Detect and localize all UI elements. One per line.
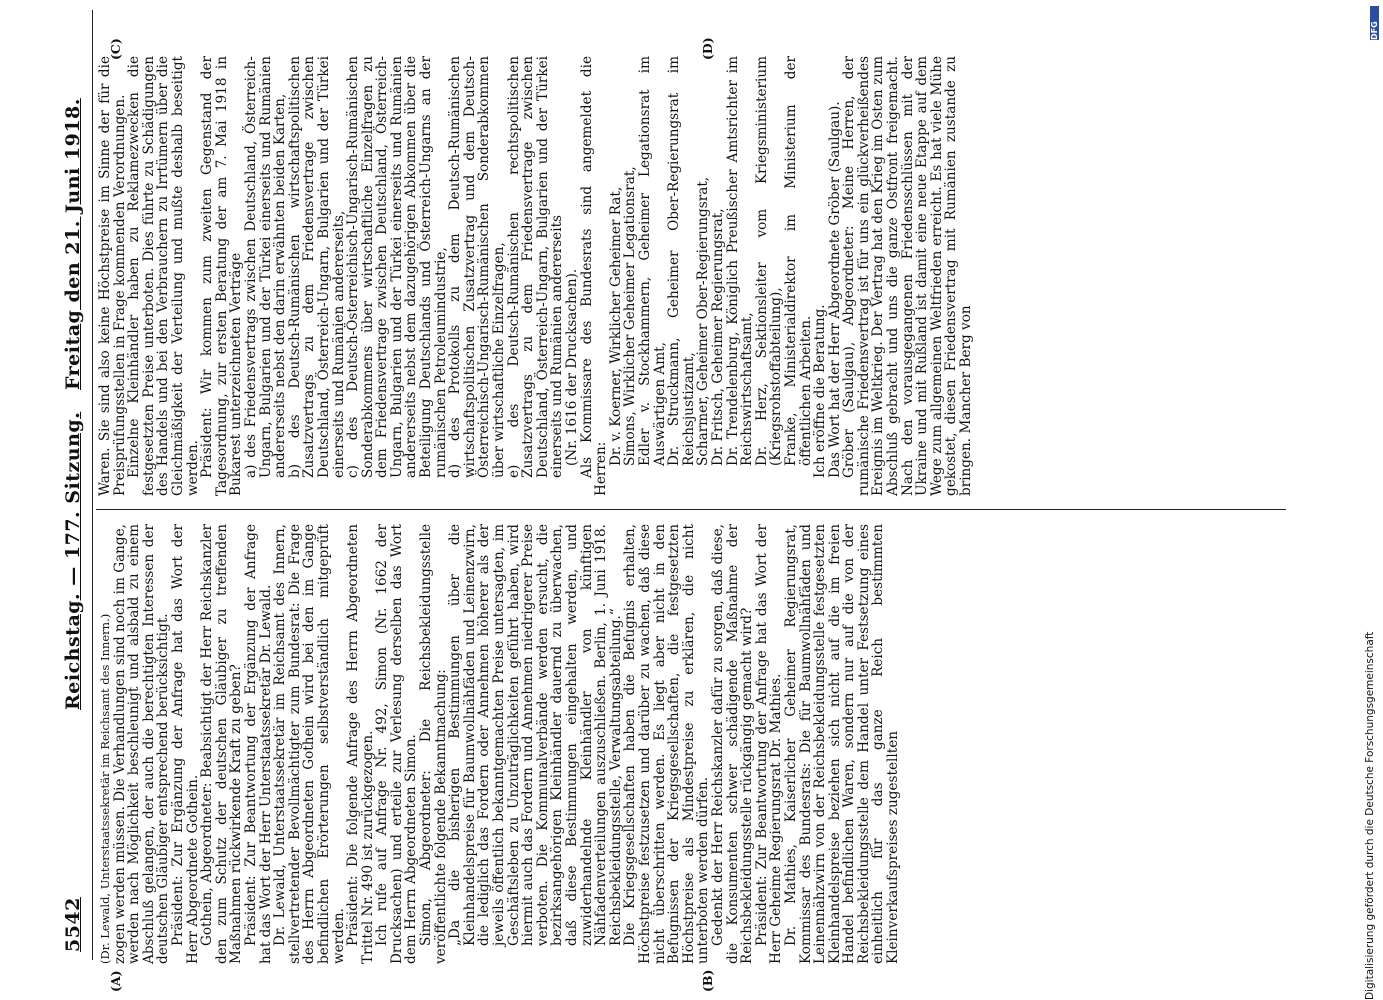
quoted-announcement: „Da die bisherigen Bestimmungen über die Kleinhandelspreise für Baumwollnähfäden und Leinenzwirn, die lediglich das Fordern oder Annehmen höherer als der jeweils öffentlich bekanntgemachten Preise untersagten, im Geschäftsleben zu Unzuträglichkeiten geführt haben, wird hiermit auch das Fordern und Annehmen niedrigerer Preise verboten. Die Kommunalverbände werden ersucht, die bezirksangehörigen Kleinhändler dauernd zu überwachen, daß diese Bestimmungen eingehalten werden, und zuwiderhandelnde Kleinhändler von künftigen Nähfadenverteilungen auszuschließen. Berlin, 1. Juni 1918. Reichsbekleidungsstelle, Verwaltungsabteilung.“ <box>447 524 624 946</box>
agenda-item-b: b) des Deutsch-Rumänischen wirtschaftspolitischen Zusatzvertrags zu dem Friedensvertrage zwischen Deutschland, Österreich-Ungarn, Bulgarien und der Türkei einerseits und Rumänien andererseits, <box>286 56 347 478</box>
header-rule <box>92 10 93 960</box>
agenda-item-d: d) des Protokolls zu dem Deutsch-Rumänischen wirtschaftspolitischen Zusatzvertrag und dem Deutsch-Österreichisch-Ungarisch-Rumänischen Sonderabkommen über wirtschaftliche Einzelfragen, <box>447 56 508 478</box>
digitization-footer <box>1364 10 1383 1000</box>
paragraph: Präsident: Zur Ergänzung der Anfrage hat das Wort der Herr Abgeordnete Gothein. <box>169 524 201 964</box>
page-header <box>56 10 90 960</box>
left-column <box>98 524 901 964</box>
paragraph: Waren. Sie sind also keine Höchstpreise im Sinne der für die Preisprüfungsstellen in Frage kommenden Verordnungen. <box>97 56 128 496</box>
commissioner: Simons, Wirklicher Geheimer Legationsrat, <box>622 166 639 466</box>
paragraph: Ich eröffne die Beratung. <box>812 304 829 478</box>
paragraph: Präsident: Die folgende Anfrage des Herrn Abgeordneten Trittel Nr. 490 ist zurückgezogen. <box>345 524 376 964</box>
paragraph: Präsident: Zur Beantwortung der Anfrage hat das Wort der Herr Geheime Regierungsrat Dr. Mathies. <box>753 524 785 964</box>
paragraph: Gothein, Abgeordneter: Beabsichtigt der Herr Reichskanzler den zum Schutz der deutschen Gläubiger zu treffenden Maßnahmen rückwirkende Kraft zu geben? <box>199 524 245 964</box>
agenda-item-e: e) des Deutsch-Rumänischen rechtspolitischen Zusatzvertrags zu dem Friedensvertrage zwischen Deutschland, Österreich-Ungarn, Bulgarien und der Türkei einerseits und Rumänien andererseits <box>505 56 566 478</box>
margin-marker-b: (B) <box>700 969 715 992</box>
right-column <box>98 56 974 496</box>
paragraph: Als Kommissare des Bundesrats sind angemeldet die Herren: <box>578 56 610 496</box>
paragraph: Ich rufe auf Anfrage Nr. 492, Simon (Nr. 1662 der Drucksachen) und erteile zur Verlesung derselben das Wort dem Herrn Abgeordneten Simon. <box>374 524 420 964</box>
commissioner: Franke, Ministerialdirektor im Ministerium der öffentlichen Arbeiten. <box>782 56 814 466</box>
page-number: 5542 <box>62 897 84 952</box>
margin-marker-c: (C) <box>108 38 123 60</box>
column-rule <box>96 509 1286 510</box>
paragraph: Die Kriegsgesellschaften haben die Befugnis erhalten, Höchstpreise festzusetzen und darüber zu wachen, daß diese nicht überschritten werden. Es liegt aber nicht in den Befugnissen der Kriegsgesellschaften, die festgesetzten Höchstpreise als Mindestpreise zu erklären, die nicht unterboten werden dürfen. <box>622 524 712 964</box>
margin-marker-d: (D) <box>700 37 715 60</box>
agenda-intro: Präsident: Wir kommen zum zweiten Gegenstand der Tagesordnung, zur ersten Beratung der am 7. Mai 1918 in Bukarest unterzeichneten Verträge <box>199 56 245 496</box>
right-running-head: Freitag den 21. Juni 1918. <box>62 98 84 390</box>
commissioner: Dr. v. Koerner, Wirklicher Geheimer Rat, <box>607 186 624 466</box>
paragraph: zogen werden müssen. Die Verhandlungen sind noch im Gange, werden nach Möglichkeit beschleunigt und alsbald zu einem Abschluß gelangen, der auch die berechtigten Interessen der deutschen Gläubiger entsprechend berücksichtigt. <box>111 523 172 964</box>
left-running-head: Reichstag. — 177. Sitzung. <box>62 411 84 710</box>
paragraph: Das Wort hat der Herr Abgeordnete Gröber (Saulgau). <box>826 101 843 478</box>
commissioner: Edler v. Stockhammern, Geheimer Legationsrat im Auswärtigen Amt, <box>636 56 668 466</box>
paragraph: Dr. Lewald, Unterstaatssekretär im Reichsamt des Innern, stellvertretender Bevollmächtigter zum Bundesrat: Die Frage des Herrn Abgeordneten Gothein wird bei den im Gange befindlichen Erörterungen selbstverständlich mitgeprüft werden. <box>272 524 347 964</box>
agenda-item-a: a) des Friedensvertrags zwischen Deutschland, Österreich-Ungarn, Bulgarien und der Türkei einerseits und Rumänien andererseits nebst den darin erwähnten beiden Karten, <box>242 56 289 478</box>
paragraph: Simon, Abgeordneter: Die Reichsbekleidungsstelle veröffentlichte folgende Bekanntmachung: <box>418 524 449 964</box>
printed-matter-ref: (Nr. 1616 der Drucksachen). <box>564 268 580 466</box>
paragraph: Dr. Mathies, Kaiserlicher Geheimer Regierungsrat, Kommissar des Bundesrats: Die für Baumwollnähfäden und Leinennähzwirn von der Reichsbekleidungsstelle festgesetzten Kleinhandelspreise beziehen sich nicht auf die im freien Handel befindlichen Waren, sondern nur auf die von der Reichsbekleidungsstelle dem Handel unter Festsetzung eines einheitlich für das ganze Reich bestimmten Kleinverkaufspreises zugestellten <box>782 524 902 964</box>
commissioner: Dr. Herz, Sektionsleiter vom Kriegsministerium (Kriegsrohstoffabteilung), <box>753 56 785 466</box>
commissioner: Dr. Struckmann, Geheimer Ober-Regierungsrat im Reichsjustizamt, <box>666 56 697 466</box>
footer-text: Digitalisierung gefördert durch die Deutsche Forschungsgemeinschaft <box>1364 631 1376 1000</box>
paragraph: Einzelne Kleinhändler haben zu Reklamezwecken die festgesetzten Preise unterboten. Dies führte zu Schädigungen des Handels und bei den Verbrauchern zu Irrtümern über die Gleichmäßigkeit der Verteilung und mußte deshalb beseitigt werden. <box>126 56 201 496</box>
agenda-item-c: c) des Deutsch-Österreichisch-Ungarisch-Rumänischen Sonderabkommens über wirtschaftliche Einzelfragen zu dem Friedensvertrage zwischen Deutschland, Österreich-Ungarn, Bulgarien und der Türkei einerseits und Rumänien andererseits nebst dem dazugehörigen Abkommen über die Beteiligung Deutschlands und Österreich-Ungarns an der rumänischen Petroleumindustrie, <box>345 56 449 478</box>
paragraph: Gedenkt der Herr Reichskanzler dafür zu sorgen, daß diese, die Konsumenten schwer schädigende Maßnahme der Reichsbekleidungsstelle rückgängig gemacht wird? <box>709 524 756 964</box>
paragraph: Präsident: Zur Beantwortung der Ergänzung der Anfrage hat das Wort der Herr Unterstaatssekretär Dr. Lewald. <box>242 524 274 964</box>
commissioner: Dr. Fritsch, Geheimer Regierungsrat, <box>709 208 726 466</box>
commissioner: Scharmer, Geheimer Ober-Regierungsrat, <box>695 176 712 466</box>
speaker-note: (Dr. Lewald, Unterstaatssekretär im Reichsamt des Innern.) <box>98 613 112 964</box>
margin-marker-a: (A) <box>108 970 123 992</box>
dfg-logo: DFG <box>1370 6 1379 40</box>
commissioner: Dr. Trendelenburg, Königlich Preußischer Amtsrichter im Reichswirtschaftsamt, <box>724 56 756 466</box>
paragraph: Gröber (Saulgau), Abgeordneter: Meine Herren, der rumänische Friedensvertrag ist für uns ein glückverheißendes Ereignis im Weltkrieg. Der Vertrag hat den Krieg im Osten zum Abschluß gebracht und uns die ganze Ostfront freigemacht. Nach den vorausgegangenen Friedensschlüssen mit der Ukraine und mit Rußland ist damit eine neue Etappe auf dem Wege zum allgemeinen Weltfrieden erreicht. Es hat viele Mühe gekostet, diesen Friedensvertrag mit Rumänien zustande zu bringen. Mancher Berg von <box>841 56 975 496</box>
